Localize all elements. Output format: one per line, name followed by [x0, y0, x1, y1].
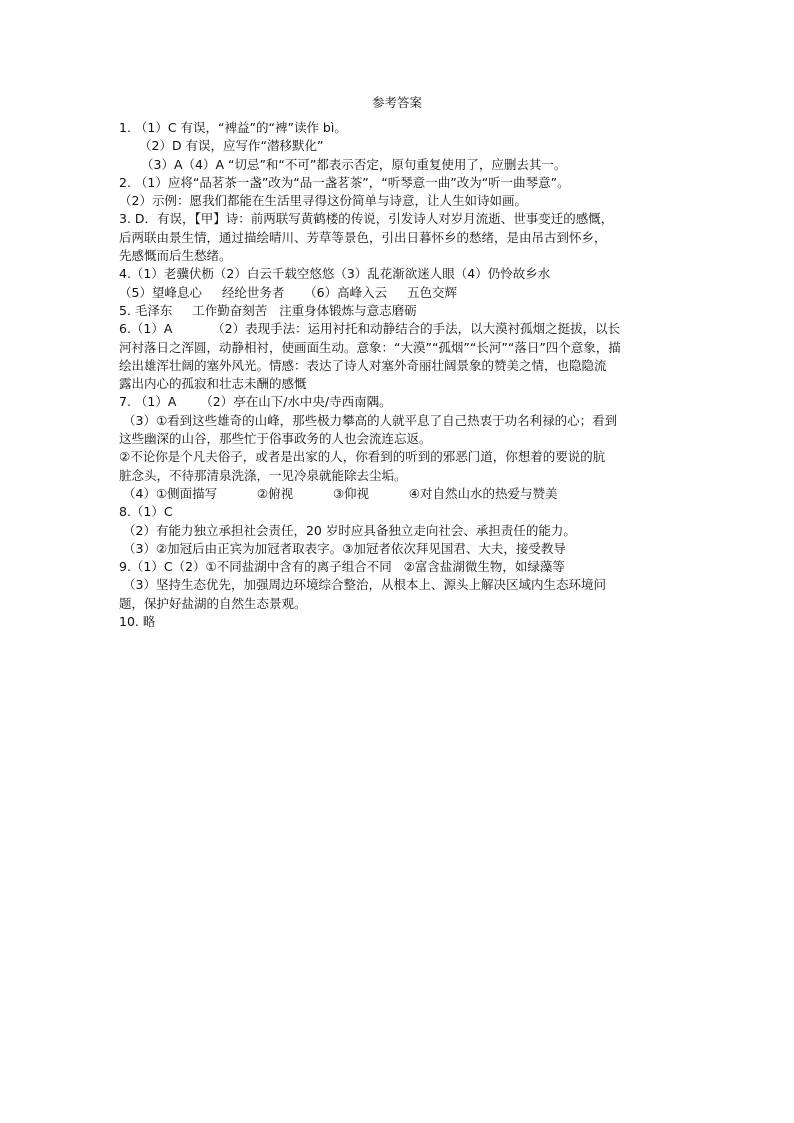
- answer-line-15: 露出内心的孤寂和壮志未酬的感慨: [119, 376, 307, 392]
- answer-line-4: 2. （1）应将“品茗茶一盏”改为“品一盏茗茶”，“听琴意一曲”改为“听一曲琴意”。: [119, 174, 570, 190]
- answer-line-26: （3）坚持生态优先，加强周边环境综合整治，从根本上、源头上解决区域内生态环境问: [123, 577, 606, 593]
- answer-line-27: 题，保护好盐湖的自然生态景观。: [119, 595, 307, 611]
- answer-line-25: 9.（1）C（2）①不同盐湖中含有的离子组合不同 ②富含盐湖微生物，如绿藻等: [119, 559, 565, 575]
- answer-line-11: 5. 毛泽东 工作勤奋刻苦 注重身体锻炼与意志磨砺: [119, 302, 417, 318]
- answer-line-3: （3）A（4）A “切忌”和“不可”都表示否定，原句重复使用了，应删去其一。: [141, 156, 567, 172]
- page-title: 参考答案: [371, 95, 422, 110]
- answer-line-14: 绘出雄浑壮阔的塞外风光。情感：表达了诗人对塞外奇丽壮阔景象的赞美之情，也隐隐流: [119, 357, 607, 373]
- answer-line-28: 10. 略: [119, 614, 156, 630]
- answer-line-19: ②不论你是个凡夫俗子，或者是出家的人，你看到的听到的邪恶门道，你想着的要说的肮: [119, 449, 606, 465]
- answer-line-23: （2）有能力独立承担社会责任，20 岁时应具备独立走向社会、承担责任的能力。: [123, 522, 576, 538]
- answer-line-8: 先感慨而后生愁绪。: [119, 248, 232, 264]
- answer-line-10: （5）望峰息心 经纶世务者 （6）高峰入云 五色交辉: [119, 284, 458, 300]
- answer-line-17: （3）①看到这些雄奇的山峰，那些极力攀高的人就平息了自己热衷于功名利禄的心；看到: [123, 412, 618, 428]
- answer-line-1: 1. （1）C 有误，“裨益”的“裨”读作 bì。: [119, 120, 347, 135]
- answer-line-20: 脏念头，不待那清泉洗涤，一见冷泉就能除去尘垢。: [119, 467, 407, 483]
- answer-line-13: 河衬落日之浑圆，动静相衬，使画面生动。意象：“大漠”“孤烟”“长河”“落日”四个意象，描: [119, 339, 621, 355]
- answer-line-9: 4.（1）老骥伏枥（2）白云千载空悠悠（3）乱花渐欲迷人眼（4）仍怜故乡水: [119, 266, 551, 282]
- answer-line-5: （2）示例：愿我们都能在生活里寻得这份简单与诗意，让人生如诗如画。: [119, 193, 527, 209]
- answer-body: [119, 119, 679, 631]
- answer-line-22: 8.（1）C: [119, 504, 173, 520]
- answer-line-2: （2）D 有误，应写作“潜移默化”: [139, 138, 324, 154]
- answer-line-24: （3）②加冠后由正宾为加冠者取表字。③加冠者依次拜见国君、大夫，接受教导: [123, 540, 566, 556]
- answer-line-7: 后两联由景生情，通过描绘晴川、芳草等景色，引出日暮怀乡的愁绪，是由吊古到怀乡，: [119, 229, 607, 245]
- answer-line-6: 3. D．有误，【甲】诗：前两联写黄鹤楼的传说，引发诗人对岁月流逝、世事变迁的感慨，: [119, 211, 614, 227]
- answer-line-18: 这些幽深的山谷，那些忙于俗事政务的人也会流连忘返。: [119, 431, 432, 447]
- answer-line-21: （4）①侧面描写 ②俯视 ③仰视 ④对自然山水的热爱与赞美: [123, 485, 558, 501]
- answer-line-16: 7. （1）A （2）亭在山下/水中央/寺西南隅。: [119, 394, 392, 410]
- answer-line-12: 6.（1）A （2）表现手法：运用衬托和动静结合的手法，以大漠衬孤烟之挺拔，以长: [119, 321, 621, 337]
